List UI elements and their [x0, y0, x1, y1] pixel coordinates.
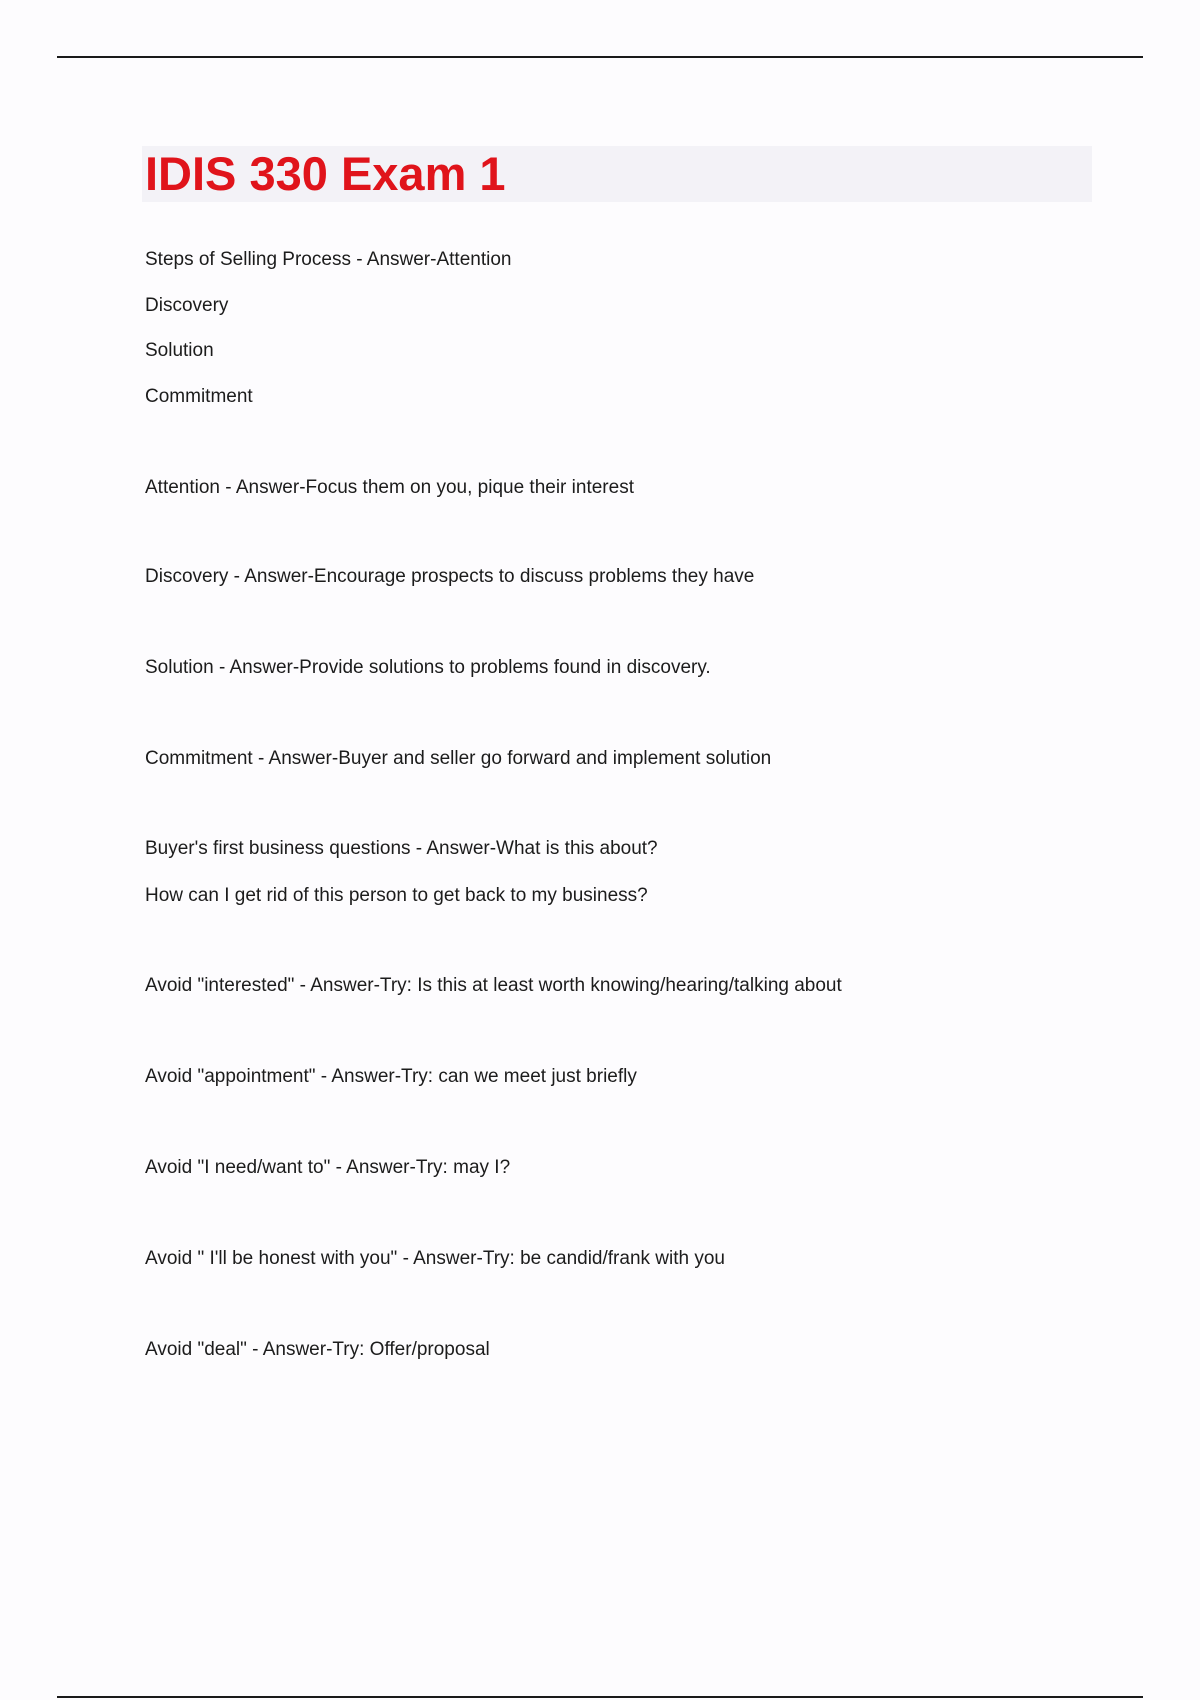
text-line: Avoid "deal" - Answer-Try: Offer/proposal	[145, 1339, 490, 1360]
text-line: Avoid " I'll be honest with you" - Answer-Try: be candid/frank with you	[145, 1248, 726, 1269]
text-line: Steps of Selling Process - Answer-Attention	[145, 249, 512, 270]
text-line: Commitment	[145, 386, 253, 407]
text-line: Commitment - Answer-Buyer and seller go forward and implement solution	[145, 748, 772, 769]
text-line: Buyer's first business questions - Answer-What is this about?	[145, 838, 658, 859]
text-line: Solution - Answer-Provide solutions to problems found in discovery.	[145, 657, 711, 678]
text-line: Avoid "I need/want to" - Answer-Try: may I?	[145, 1157, 511, 1178]
text-line: Avoid "appointment" - Answer-Try: can we meet just briefly	[145, 1066, 637, 1087]
text-line: Solution	[145, 340, 214, 361]
top-rule	[57, 56, 1143, 58]
text-line: Attention - Answer-Focus them on you, pique their interest	[145, 477, 634, 498]
bottom-rule	[57, 1696, 1143, 1698]
text-line: Discovery	[145, 295, 229, 316]
text-line: Discovery - Answer-Encourage prospects to discuss problems they have	[145, 566, 755, 587]
text-line: How can I get rid of this person to get back to my business?	[145, 885, 648, 906]
document-title: IDIS 330 Exam 1	[145, 147, 506, 200]
text-line: Avoid "interested" - Answer-Try: Is this at least worth knowing/hearing/talking about	[145, 975, 842, 996]
